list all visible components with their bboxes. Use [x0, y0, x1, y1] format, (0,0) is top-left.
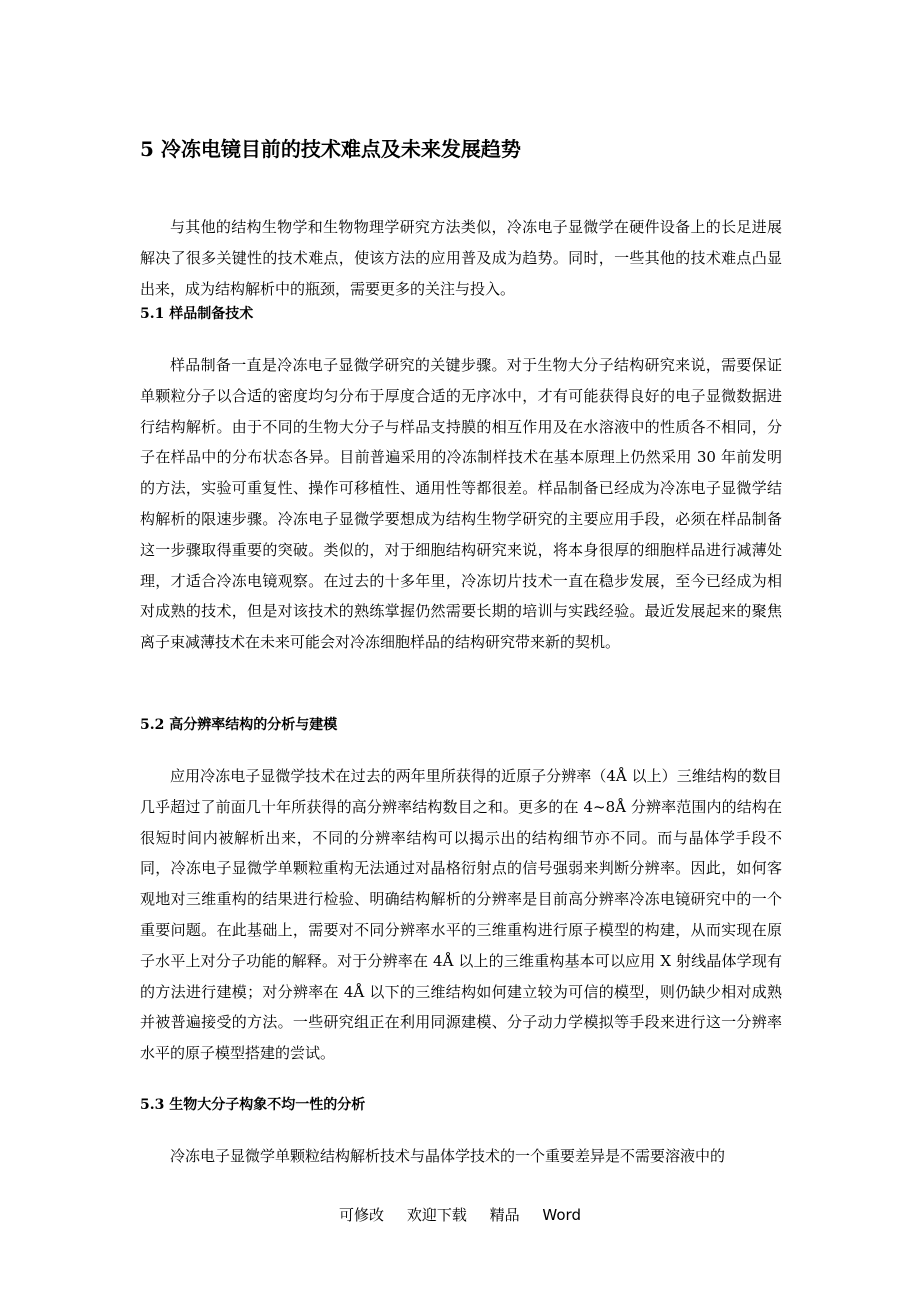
footer-item: 欢迎下载 [406, 1206, 467, 1224]
section-title: 5 冷冻电镜目前的技术难点及未来发展趋势 [140, 137, 521, 161]
subsection-title-5-3: 5.3 生物大分子构象不均一性的分析 [140, 1097, 366, 1113]
page-footer [0, 1201, 920, 1229]
subsection-body-5-2: 应用冷冻电子显微学技术在过去的两年里所获得的近原子分辨率（4Å 以上）三维结构的数目几乎超过了前面几十年所获得的高分辨率结构数目之和。更多的在 4~8Å 分辨率范围内的结构在很短时间内被解析出来，不同的分辨率结构可以揭示出的结构细节亦不同。而与晶体学手段不同，冷冻电子显微学单颗粒重构无法通过对晶格衍射点的信号强弱来判断分辨率。因此，如何客观地对三维重构的结果进行检验、明确结构解析的分辨率是目前高分辨率冷冻电镜研究中的一个重要问题。在此基础上，需要对不同分辨率水平的三维重构进行原子模型的构建，从而实现在原子水平上对分子功能的解释。对于分辨率在 4Å 以上的三维重构基本可以应用 X 射线晶体学现有的方法进行建模；对分辨率在 4Å 以下的三维结构如何建立较为可信的模型，则仍缺少相对成熟并被普遍接受的方法。一些研究组正在利用同源建模、分子动力学模拟等手段来进行这一分辨率水平的原子模型搭建的尝试。 [140, 767, 782, 1063]
footer-item: 可修改 [339, 1206, 385, 1224]
subsection-title-5-2: 5.2 高分辨率结构的分析与建模 [140, 717, 338, 733]
subsection-title-5-1: 5.1 样品制备技术 [140, 306, 254, 322]
intro-paragraph: 与其他的结构生物学和生物物理学研究方法类似，冷冻电子显微学在硬件设备上的长足进展解决了很多关键性的技术难点，使该方法的应用普及成为趋势。同时，一些其他的技术难点凸显出来，成为结构解析中的瓶颈，需要更多的关注与投入。 [140, 218, 782, 298]
footer-item: Word [542, 1206, 581, 1224]
footer-item: 精品 [489, 1206, 520, 1224]
subsection-body-5-3: 冷冻电子显微学单颗粒结构解析技术与晶体学技术的一个重要差异是不需要溶液中的 [170, 1147, 726, 1165]
subsection-body-5-1: 样品制备一直是冷冻电子显微学研究的关键步骤。对于生物大分子结构研究来说，需要保证单颗粒分子以合适的密度均匀分布于厚度合适的无序冰中，才有可能获得良好的电子显微数据进行结构解析。由于不同的生物大分子与样品支持膜的相互作用及在水溶液中的性质各不相同，分子在样品中的分布状态各异。目前普遍采用的冷冻制样技术在基本原理上仍然采用 30 年前发明的方法，实验可重复性、操作可移植性、通用性等都很差。样品制备已经成为冷冻电子显微学结构解析的限速步骤。冷冻电子显微学要想成为结构生物学研究的主要应用手段，必须在样品制备这一步骤取得重要的突破。类似的，对于细胞结构研究来说，将本身很厚的细胞样品进行减薄处理，才适合冷冻电镜观察。在过去的十多年里，冷冻切片技术一直在稳步发展，至今已经成为相对成熟的技术，但是对该技术的熟练掌握仍然需要长期的培训与实践经验。最近发展起来的聚焦离子束减薄技术在未来可能会对冷冻细胞样品的结构研究带来新的契机。 [140, 356, 782, 652]
